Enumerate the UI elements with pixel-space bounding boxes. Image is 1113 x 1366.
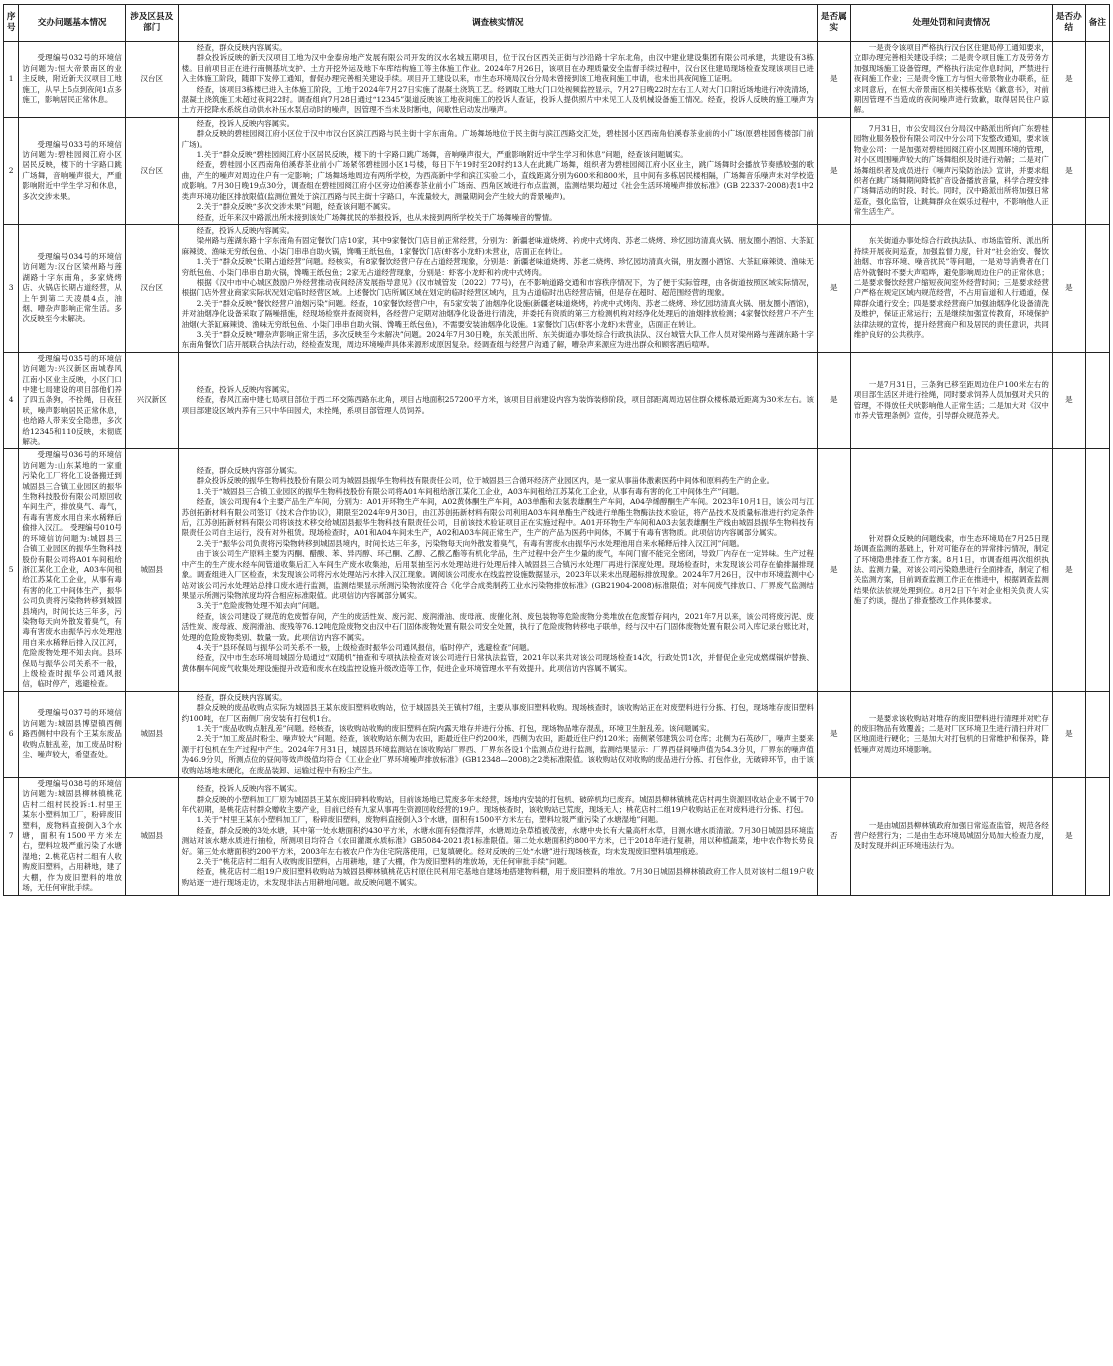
verified-flag: 是 xyxy=(817,42,850,118)
issue-text: 受理编号037号的环境信访问题为:城固县博望镇西侧路西侧村中段有个王某东废品收购点脏乱差，加工废品时粉尘、噪声较大，希望查处。 xyxy=(22,708,122,760)
verified-flag: 是 xyxy=(817,224,850,352)
investigation-paragraph: 经查，该公司现有4个主要产品生产车间，分别为：A01开环物生产车间，A02黄体酮生产车间，A03单酯和去氢表雄酮生产车间，A04孕烯醇酮生产车间。2023年10月1日，该公司与江苏创拓新材料有限公司签订《技术合作协议》，期限至2024年9月30日，由江苏创拓新材料有限公司利用A03车间单酯生产线进行单酯生物酶法技术验证，将产品技术及质量标准进行约定条件后，江苏创拓新材料有限公司将该技术移交给城固县振华生物科技有限责任公司，目前该技术验证项目正在实施过程中。A01开环物生产车间和A03去氢表雄酮生产线由城固县振华生物科技有限责任公司自主运行，没有对外租赁。现场检查时，A01和A04车间未生产，A02和A03车间正常生产，生产的产品为医药中间体，不属于有毒有害物质。此项信访内容属部分属实。 xyxy=(181,497,814,538)
table-row xyxy=(4,778,1110,895)
investigation-paragraph: 经查，投诉人反映内容属实。 xyxy=(196,225,295,235)
table-row xyxy=(4,117,1110,224)
handling-measures xyxy=(850,778,1052,895)
complaint-table xyxy=(3,4,1110,896)
verified-flag: 是 xyxy=(817,117,850,224)
issue-summary xyxy=(19,691,126,777)
issue-summary xyxy=(19,117,126,224)
issue-summary xyxy=(19,778,126,895)
handling-text: 一是责令该项目严格执行汉台区住建局停工通知要求，立即办理完善相关建设手续；二是责令项目施工方及劳务方加强现场施工设备管理，严格执行法定作息时间，严禁进行夜间施工作业；三是责令施工方与恒大帝景物业办联系，征求同意后，在恒大帝景南区相关楼栋张贴《歉意书》，对前期因管理不当造成的夜间噪声进行致歉，取得居民住户谅解。 xyxy=(853,43,1049,115)
handling-text: 东关街道办事处综合行政执法队、市场监管所、派出所持续开展夜间巡查，加强监督力度，针对“社会治安、餐饮油烟、市容环境、噪音扰民”等问题，一是劝导消费者在门店外就餐时不要大声喧哗，避免影响周边住户的正常休息；二是要求餐饮经营户缩短夜间室外经营时间；三是要求经营户严格在规定区域内规范经营，不占用盲道和人行通道，保障群众通行安全；四是要求经营商户加强油烟净化设备清洗及维护，保证正常运行；五是继续加强宣传教育，环境保护法律法规的宣传，提升经营商户和及居民的责任意识，共同维护良好的公共秩序。 xyxy=(853,236,1049,339)
header-investigation: 调查核实情况 xyxy=(178,5,817,42)
handling-text: 一是7月31日，三条狗已移至距周边住户100米左右的项目部生活区并进行拴绳，同时要求饲养人员加强对犬只的管理，不得放任犬吠影响他人正常生活；二是加大对《汉中市养犬管理条例》宣传，引导群众规范养犬。 xyxy=(853,379,1049,421)
investigation-paragraph: 3.关于“群众反映“嘈杂声影响正常生活，多次反映至今未解决”问题。2024年7月30日晚，东关派出所、东关街道办事处综合行政执法队、汉台城管大队工作人员对梁州路与莲湖东路十字东南角餐饮门店开展联合执法行动，经检查发现，周边环境噪声具体来源形成原因复杂。经调查组与经营户沟通了解，嘈杂声来源应为进出群众和顾客酒后喧哗。 xyxy=(181,329,814,350)
header-verified: 是否属实 xyxy=(817,5,850,42)
investigation-paragraph: 经查，群众反映内容部分属实。 xyxy=(196,466,302,476)
closed-flag: 是 xyxy=(1052,224,1085,352)
investigation-paragraph: 经查，群众反映内容属实。 xyxy=(196,692,287,702)
investigation-paragraph: 经查，投诉人反映内容属实。 xyxy=(196,385,295,394)
header-closed: 是否办结 xyxy=(1052,5,1085,42)
investigation-details xyxy=(178,117,817,224)
investigation-paragraph: 经查，碧桂园小区西南角伯溪春茶业前小广场紧邻碧桂园小区1号楼，每日下午19时至20时约13人在此跳广场舞，组织者为碧桂园阅江府小区业主，跳广场舞时会播放节奏感较强的歌曲，产生的噪声对周边住户有一定影响；广场舞场地周边有两所学校，为西高新中学和滨江实验二小，直线距离分别为600米和800米，且中间有多栋居民楼相隔，广场舞音乐噪声未对学校造成影响。7月30日晚19点30分，调查组在碧桂园阅江府小区旁边伯溪春茶业前小广场南、西角区域进行布点监测，监测结果均超过《社会生活环境噪声排放标准》(GB 22337-2008)表1中2类声环境功能区排放限值(监测位置处于滨江西路与民主街十字路口，车流量较大，测量期间会产生较大的背景噪声)。 xyxy=(181,160,814,201)
table-row xyxy=(4,691,1110,777)
remark xyxy=(1085,449,1109,691)
district-department: 城固县 xyxy=(125,778,178,895)
investigation-paragraph: 1.关于“城固县三合镇工业园区的振华生物科技股份有限公司将A01车间租给浙江某化工企业，A03车间租给江苏某化工企业，从事有毒有害的化工中间体生产”问题。 xyxy=(196,486,744,496)
table-body xyxy=(4,42,1110,896)
investigation-paragraph: 经查，近年来汉中路派出所未接到该处广场舞扰民的举报投诉，也从未接到两所学校关于广场舞噪音的警情。 xyxy=(196,212,557,222)
investigation-paragraph: 经查，汉中市生态环境局城固分局通过“双随机”抽查和专项执法检查对该公司进行日常执法监管，2021年以来共对该公司现场检查14次，行政处罚1次，并督促企业完成燃煤锅炉替换、黄体酮车间废气收集处理设施提升改造和废水在线监控设施升级改造等工作，促进企业环境管理水平有效提升。此项信访内容属不属实。 xyxy=(181,653,814,673)
verified-flag: 是 xyxy=(817,449,850,691)
investigation-details xyxy=(178,691,817,777)
verified-flag: 否 xyxy=(817,778,850,895)
header-issue: 交办问题基本情况 xyxy=(19,5,126,42)
handling-measures xyxy=(850,449,1052,691)
closed-flag: 是 xyxy=(1052,691,1085,777)
row-number: 2 xyxy=(4,117,19,224)
district-department: 汉台区 xyxy=(125,42,178,118)
closed-flag: 是 xyxy=(1052,778,1085,895)
header-district: 涉及区县及部门 xyxy=(125,5,178,42)
remark xyxy=(1085,691,1109,777)
investigation-paragraph: 1.关于“废品收购点脏乱差”问题。经核查，该收购站收购的废旧塑料在院内露天堆存并进行分拣、打包，现场物品堆存混乱，环境卫生脏乱差。该问题属实。 xyxy=(196,724,714,733)
investigation-paragraph: 2.关于“群众反映“餐饮经营户油烟污染”问题。经查，10家餐饮经营户中，有5家安装了油烟净化设施(新疆老味道烧烤，衿虎中式烤肉、苏老二烧烤、珍忆园坊清真火锅、朋友圈小酒馆)，并对油烟净化设备采取了隔噪措施，经现场检察并查阅资料，各经营户定期对油烟净化设备进行清洗，并委托有资质的第三方检测机构对经净化处理后的油烟排放检测；4家餐饮经营户不产生油烟(大茶缸麻辣烫、渔味无穷纸包鱼、小柒门串串自助火锅、馋嘴王纸包鱼)，不需要安装油烟净化设施。1家餐饮门店(虾客小龙虾)未营业，店面正在转让。 xyxy=(181,298,814,329)
investigation-paragraph: 1.关于“群众反映“碧桂园阅江府小区居民反映，楼下的十字路口跳广场舞，音响噪声很大，严重影响附近中学生学习和休息”问题，经查该问题属实。 xyxy=(196,150,688,160)
table-row xyxy=(4,352,1110,449)
verified-flag: 是 xyxy=(817,352,850,449)
row-number: 6 xyxy=(4,691,19,777)
handling-measures xyxy=(850,352,1052,449)
handling-measures xyxy=(850,224,1052,352)
investigation-paragraph: 经查，桃花店村二组19户废旧塑料收购站为城固县柳林镇桃花店村原住民利用宅基地自建场地搭建物料棚，用于废旧塑料的堆放。7月30日城固县柳林镇政府工作人员对该村二组19户收购站逐一进行现场走访，未发现非法占用耕地问题。故反映问题不属实。 xyxy=(181,867,814,887)
issue-summary xyxy=(19,42,126,118)
investigation-paragraph: 2.关于“桃花店村二组有人收购废旧塑料，占用耕地，建了大棚，作为废旧塑料的堆放场，无任何审批手续”问题。 xyxy=(196,857,572,867)
issue-summary xyxy=(19,449,126,691)
issue-text: 受理编号038号的环境信访问题为:城固县柳林镇桃花店村二组村民投诉:1.村里王某东小塑料加工厂，粉碎废旧塑料，废物料直接倒入3个水塘，面积有1500平方米左右，塑料垃圾严重污染了水塘湿地；2.桃花店村二组有人收购废旧塑料，占用耕地，建了大棚，作为废旧塑料的堆放场，无任何审批手续。 xyxy=(22,779,122,893)
issue-summary xyxy=(19,352,126,449)
row-number: 7 xyxy=(4,778,19,895)
closed-flag: 是 xyxy=(1052,117,1085,224)
investigation-paragraph: 梁州路与莲湖东路十字东南角有固定餐饮门店10家，其中9家餐饮门店目前正常经营，分别为：新疆老味道烧烤、衿虎中式烤肉、苏老二烧烤、珍忆园坊清真火锅、朋友圈小酒馆、大茶缸麻辣烫、渔味无穷纸包鱼、小柒门串串自助火锅，馋嘴王纸包鱼，1家餐饮门店(虾客小龙虾)未营业，店面正在转让。 xyxy=(181,236,814,256)
investigation-paragraph: 1.关于“群众反映“长期占道经营”问题。经核实，有8家餐饮经营户存在占道经营现象，分别是：新疆老味道烧烤、苏老二烧烤、珍忆园坊清真火锅，朋友圈小酒馆、大茶缸麻辣烫、渔味无穷纸包鱼、小柒门串串自助火锅，馋嘴王纸包鱼；2家无占道经营现象，分别是：虾客小龙虾和衿虎中式烤肉。 xyxy=(181,257,814,277)
investigation-paragraph: 根据《汉中市中心城区鼓励户外经营推动夜间经济发展指导意见》(汉市城管发〔2022〕77号)，在不影响道路交通和市容秩序情况下，为了便于实际管理，由各街道按照区域实际情况，根据门店外营业商家实际状况划定临时经营区域。上述餐饮门店所属区域在划定的临时经营区域内，且为占道临时出店经营店铺，但是存在超时、超范围经营的现象。 xyxy=(181,277,814,298)
issue-text: 受理编号036号的环境信访问题为:山东某地的一家重污染化工厂将化工设备搬迁到城固县三合镇工业园区的振华生物科技股份有限公司原回收车间生产，排放臭气、毒气，有毒有害废水用自来水稀释后偷排入汉江。 受理编号010号的环境信访问题为:城固县三合镇工业园区的振华生物科技股份有限公司将A01车间租给浙江某化工企业，A03车间租给江苏某化工企业，从事有毒有害的化工中间体生产，振华公司负责将污染物转移到城固县境内，时间长达三年多，污染物每天向外散发着臭气，有毒有害废水由振华污水处理池用自来水稀释后排入汉江河，危险废物处理不知去向。县环保局与振华公司关系不一般，上级检查时振华公司通风报信，临时停产，逃避检查。 xyxy=(22,450,122,689)
investigation-paragraph: 经查，该项目3栋楼已进入主体施工阶段，工地于2024年7月27日实施了混凝土浇筑工艺。经调取工地大门口处视频监控显示，7月27日晚22时左右工人对大门口附近场地进行冲洗清场，混凝土浇筑施工未超过夜间22时。调查组向7月28日通过“12345”渠道反映该工地夜间施工的投诉人查证，投诉人提供照片中未见工人及机械设备施工情况。经查，投诉人反映的施工噪声为土方开挖降水系统自动供水补压水泵启动时的噪声，因管理不当未及时断电，间歇性启动发出噪声。 xyxy=(181,84,814,115)
issue-summary xyxy=(19,224,126,352)
handling-text: 针对群众反映的问题线索，市生态环境局在7月25日现场调查监测的基础上，针对可能存在的异常排污情况，制定了环境隐患排查工作方案。8月1日，市调查组再次组织执法、监测力量，对该公司污染隐患进行全面排查，制定了相关监测方案，目前调查监测工作正在推进中，根据调查监测结果依法依规处理到位。8月2日下午对企业相关负责人实施了约谈，提出了排查整改工作具体要求。 xyxy=(853,533,1049,606)
investigation-paragraph: 2.关于“振华公司负责将污染物转移到城固县境内，时间长达三年多，污染物每天向外散发着臭气，有毒有害废水由振华污水处理池用自来水稀释后排入汉江河”问题。 xyxy=(196,538,744,548)
handling-measures xyxy=(850,117,1052,224)
investigation-paragraph: 1.关于“村里王某东小塑料加工厂，粉碎废旧塑料，废物料直接倒入3个水塘，面积有1500平方米左右，塑料垃圾严重污染了水塘湿地”问题。 xyxy=(196,815,663,825)
investigation-details xyxy=(178,449,817,691)
header-no: 序号 xyxy=(4,5,19,42)
row-number: 3 xyxy=(4,224,19,352)
investigation-details xyxy=(178,224,817,352)
investigation-details xyxy=(178,352,817,449)
investigation-paragraph: 群众反映的小塑料加工厂原为城固县王某东废旧碎料收购站，目前该场地已荒废多年未经营，场地内安装的打包机、破碎机均已废弃。城固县柳林镇桃花店村再生资源回收站企业不属于70年代初期，是桃花店村群众赠收主要产业，目前已经有九家从事再生资源回收经营的19户。现场核查时，该收购站已荒废，现场无人；桃花店村二组19户收购站正在对废料进行分拣、打包。 xyxy=(181,794,814,815)
investigation-paragraph: 3.关于“危险废物处理不知去向”问题。 xyxy=(196,601,324,611)
handling-text: 7月31日，市公安局汉台分局汉中路派出所向广东碧桂园物业服务股份有限公司汉中分公司下发整改通知，要求该物业公司：一是加强对碧桂园阅江府小区周围环境的管理，对小区周围噪声较大的广场舞组织及时进行劝解；二是对广场舞组织者及成员进行《噪声污染防治法》宣讲，并要求组织者在跳广场舞期间降低扩音设备播放音量，科学合理安排广场舞活动的时段、时长。同时，汉中路派出所将加强日常巡查，强化监管，让跳舞群众在娱乐过程中，不影响他人正常生活生产。 xyxy=(853,124,1049,217)
investigation-paragraph: 群众反映的碧桂园阅江府小区位于汉中市汉台区滨江西路与民主街十字东南角。广场舞场地位于民主街与滨江西路交汇处，碧桂园小区西南角伯溪春茶业前的小广场(原碧桂园售楼部门前广场)。 xyxy=(181,129,814,149)
table-row xyxy=(4,42,1110,118)
remark xyxy=(1085,117,1109,224)
investigation-paragraph: 经查，群众反映的3处水塘，其中第一处水塘面积约430平方米，水塘水面有轻微浮萍，水塘周边杂草植被茂密，水塘中央长有大量高杆水草，目测水塘水质清澈。7月30日城固县环境监测站对该水塘水质进行抽检，所测项目均符合《农田灌溉水质标准》GB5084-2021表1标准限值。第二处水塘面积约800平方米，已于2018年进行复耕，用以种植蔬菜，地中农作物长势良好。第三处水塘面积约200平方米，2003年左右被农户作为住宅院落使用，已复填硬化。经对反映的三处“水塘”进行现场核查，均未发现废旧塑料填埋痕迹。 xyxy=(181,825,814,856)
table-row xyxy=(4,449,1110,691)
investigation-paragraph: 群众反映的废品收购点实际为城固县王某东废旧塑料收购站，位于城固县关王镇村7组，主要从事废旧塑料收购。现场核查时，该收购站正在对废塑料进行分拣、打包，现场堆存废旧塑料约100吨，在厂区南侧厂房安装有打包机1台。 xyxy=(181,703,814,723)
handling-measures xyxy=(850,691,1052,777)
district-department: 城固县 xyxy=(125,449,178,691)
header-remark: 备注 xyxy=(1085,5,1109,42)
investigation-details xyxy=(178,778,817,895)
row-number: 5 xyxy=(4,449,19,691)
row-number: 1 xyxy=(4,42,19,118)
header-handling: 处理处罚和问责情况 xyxy=(850,5,1052,42)
handling-text: 一是由城固县柳林镇政府加强日常巡查监管，规范各经营户经营行为；二是由生态环境局城固分局加大检查力度，及时发现并纠正环境违法行为。 xyxy=(853,820,1049,851)
issue-text: 受理编号035号的环境信访问题为:兴汉新区南城春风江南小区业主反映，小区门口中建七局建设的项目部他们养了四五条狗，不拴绳，日夜狂吠，噪声影响居民正常休息，也给路人带来安全隐患，多次给12345和110反映，未彻底解决。 xyxy=(22,353,122,447)
investigation-paragraph: 群众投诉反映的新天汉项目工地为汉中金泰房地产发展有限公司开发的汉水名城五期项目，位于汉台区西关正街与沙沿路十字东北角，由汉中建业建设集团有限公司承建，共建设有3栋楼。目前项目正在进行南侧基坑支护、土方开挖外运及地下车库结构施工等主体施工作业。2024年7月26日，该项目在办理质量安全监督手续过程中，汉台区住建局现场检查发现该项目已进入主体施工阶段，随即下发停工通知，督促办理完善相关建设手续。项目开工建设以来，市生态环境局汉台分局未曾接到该工地夜间施工申请，也未出具夜间施工证明。 xyxy=(181,53,814,84)
district-department: 汉台区 xyxy=(125,117,178,224)
investigation-paragraph: 4.关于“县环保局与振华公司关系不一般，上级检查时振华公司通风报信，临时停产，逃避检查”问题。 xyxy=(196,642,534,652)
issue-text: 受理编号034号的环境信访问题为:汉台区梁州路与莲湖路十字东南角，多家烧烤店、火锅店长期占道经营，从上午到第二天凌晨4点，油烟、嘈杂声影响正常生活。多次反映至今未解决。 xyxy=(22,251,122,324)
investigation-paragraph: 经查，群众反映内容属实。 xyxy=(196,43,287,52)
closed-flag: 是 xyxy=(1052,449,1085,691)
investigation-paragraph: 经查，春风江南中建七局项目部位于西二环交陈西路东北角，项目占地面积257200平方米，该项目目前建设内容为装饰装修阶段，项目部距离周边居住群众楼栋最近距离为30米左右。该项目部建设区域内养有三只中华田园犬，未拴绳，系项目部管理人员饲养。 xyxy=(181,395,814,415)
investigation-paragraph: 2.关于“加工废品时粉尘、噪声较大”问题。经查，该收购站东侧为农田，距最近住户约200米，西侧为农田，距最近住户约120米；南侧紧邻建筑公司仓库；北侧为石英砂厂，噪声主要来源于打包机在生产过程中产生。2024年7月31日，城固县环境监测站在该收购站厂界西、厂界东各设1个监测点位进行监测，监测结果显示：厂界西昼间噪声值为54.3分贝，厂界东的噪声值为46.9分贝，所测点位的昼间等效声级值均符合《工业企业厂界环境噪声排放标准》(GB12348—2008)之2类标准限值。该收购站仅对收购的废品进行分拣、打包作业，无破碎环节，由于该收购站场地未硬化，在废品装卸、运输过程中有粉尘产生。 xyxy=(181,734,814,775)
investigation-details xyxy=(178,42,817,118)
remark xyxy=(1085,224,1109,352)
table-header-row xyxy=(4,5,1110,42)
investigation-paragraph: 经查，投诉人反映内容属实。 xyxy=(196,118,295,128)
closed-flag: 是 xyxy=(1052,42,1085,118)
investigation-paragraph: 经查，投诉人反映内容不属实。 xyxy=(196,784,302,794)
verified-flag: 是 xyxy=(817,691,850,777)
issue-text: 受理编号032号的环境信访问题为:恒大帝景南区的业主反映，附近新天汉项目工地施工，从早上5点到夜间1点多施工，影响居民正常休息。 xyxy=(22,53,122,105)
issue-text: 受理编号033号的环境信访问题为:碧桂园阅江府小区居民反映，楼下的十字路口跳广场舞，音响噪声很大，严重影响附近中学生学习和休息，多次交涉未果。 xyxy=(22,139,122,201)
handling-text: 一是要求该收购站对堆存的废旧塑料进行清理并对贮存的废旧物品有效覆盖；二是对厂区环境卫生进行清扫并对厂区地面进行硬化；三是加大对打包机的日常维护和保养，降低噪声对周边环境影响。 xyxy=(853,713,1049,754)
remark xyxy=(1085,352,1109,449)
handling-measures xyxy=(850,42,1052,118)
table-row xyxy=(4,224,1110,352)
investigation-paragraph: 群众投诉反映的振华生物科技股份有限公司为城固县振华生物科技有限责任公司，位于城固县三合循环经济产业园区内，是一家从事甾体激素医药中间体和原料药生产的企业。 xyxy=(196,476,775,486)
investigation-paragraph: 由于该公司生产原料主要为丙酮、醋酸、苯、异丙醇、环己酮、乙醇、乙酸乙酯等有机化学品，生产过程中会产生少量的废气，车间门窗不能完全密闭，导致厂内存在一定异味。生产过程中产生的生产废水经车间管道收集后汇入车间生产废水收集池，后用泵抽至污水处理站进行处理后排入城固县三合镇污水处理厂再进行深度处理。现场检查时，未发现该公司存在偷排漏排现象。调查组进入厂区检查，未发现该公司将污水处理站污水排入汉江现象。调阅该公司废水在线监控设施数据显示，2023年以来未出现超标排放现象。2024年7月26日，汉中市环境监测中心站对该公司污水处理站总排口废水进行监测，监测结果显示所测污染物浓度符合《化学合成类制药工业水污染物排放标准》(GB21904-2008)标准限值；对车间废气排放口、厂界废气监测结果显示所测污染物浓度均符合相应标准限值。此项信访内容属部分属实。 xyxy=(181,549,814,600)
district-department: 兴汉新区 xyxy=(125,352,178,449)
row-number: 4 xyxy=(4,352,19,449)
investigation-paragraph: 经查，该公司建设了规范的危废暂存间，产生的废活性炭、废污泥、废润滑油、废母液、废催化剂、废包装物等危险废物分类堆放在危废暂存间内，2021年7月以来，该公司将废污泥、废活性炭、废母液、废润滑油、废残等76.12吨危险废物交由汉中石门固体废物处置有限公司安全处置，执行了危险废物转移电子联单，经与汉中石门固体废物处置有限公司入库记录台账比对，处理的危险废物类别、数量一致。此项信访内容不属实。 xyxy=(181,611,814,642)
closed-flag: 是 xyxy=(1052,352,1085,449)
remark xyxy=(1085,778,1109,895)
remark xyxy=(1085,42,1109,118)
district-department: 城固县 xyxy=(125,691,178,777)
investigation-paragraph: 2.关于“群众反映“多次交涉未果”问题，经查该问题不属实。 xyxy=(196,202,396,212)
district-department: 汉台区 xyxy=(125,224,178,352)
